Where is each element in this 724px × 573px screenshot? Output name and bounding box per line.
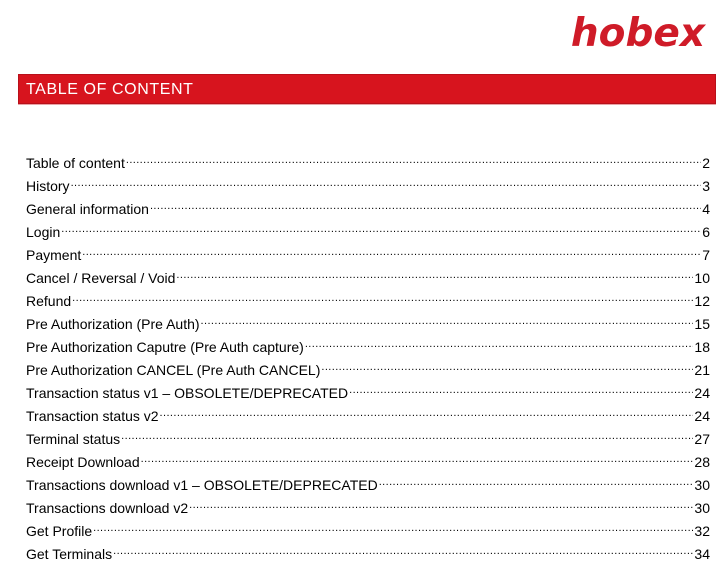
toc-entry[interactable] [26, 217, 710, 240]
toc-dot-leader [176, 263, 693, 283]
toc-entry-label: Get Profile [26, 523, 93, 539]
toc-entry-label: Pre Authorization CANCEL (Pre Auth CANCEL) [26, 362, 321, 378]
toc-entry-label: Receipt Download [26, 454, 140, 470]
toc-entry-page: 32 [694, 523, 710, 539]
toc-entry-label: Get Terminals [26, 546, 113, 562]
toc-entry[interactable] [26, 309, 710, 332]
toc-entry[interactable] [26, 378, 710, 401]
toc-entry-label: Refund [26, 293, 72, 309]
toc-entry-page: 15 [694, 316, 710, 332]
toc-dot-leader [93, 516, 693, 536]
toc-dot-leader [141, 447, 694, 467]
toc-dot-leader [113, 539, 693, 559]
toc-entry-page: 28 [694, 454, 710, 470]
toc-dot-leader [160, 401, 694, 421]
toc-entry[interactable] [26, 148, 710, 171]
toc-entry-label: Payment [26, 247, 82, 263]
toc-entry[interactable] [26, 240, 710, 263]
toc-dot-leader [201, 309, 694, 329]
toc-entry-label: Cancel / Reversal / Void [26, 270, 176, 286]
toc-entry-label: History [26, 178, 70, 194]
toc-dot-leader [71, 171, 701, 191]
toc-entry-page: 18 [694, 339, 710, 355]
toc-entry-label: Transactions download v1 – OBSOLETE/DEPRECATED [26, 477, 378, 493]
toc-entry-label: Transactions download v2 [26, 500, 189, 516]
toc-dot-leader [82, 240, 701, 260]
toc-entry-page: 34 [694, 546, 710, 562]
hobex-logo: hobex [570, 11, 705, 56]
toc-entry[interactable] [26, 447, 710, 470]
toc-entry-page: 30 [694, 500, 710, 516]
toc-dot-leader [379, 470, 694, 490]
toc-entry-page: 3 [702, 178, 710, 194]
toc-dot-leader [121, 424, 693, 444]
toc-entry-page: 6 [702, 224, 710, 240]
toc-dot-leader [72, 286, 693, 306]
toc-entry[interactable] [26, 194, 710, 217]
toc-entry-label: Pre Authorization Caputre (Pre Auth capture) [26, 339, 304, 355]
toc-entry[interactable] [26, 424, 710, 447]
toc-dot-leader [321, 355, 693, 375]
toc-entry-label: Terminal status [26, 431, 121, 447]
toc-entry-page: 2 [702, 155, 710, 171]
toc-entry-label: Login [26, 224, 61, 240]
toc-entry-page: 10 [694, 270, 710, 286]
toc-dot-leader [61, 217, 701, 237]
toc-entry-page: 4 [702, 201, 710, 217]
toc-entry-page: 21 [694, 362, 710, 378]
toc-entry[interactable] [26, 332, 710, 355]
toc-dot-leader [189, 493, 693, 513]
toc-dot-leader [305, 332, 694, 352]
toc-dot-leader [150, 194, 701, 214]
toc-entry-page: 24 [694, 385, 710, 401]
toc-entry-label: General information [26, 201, 149, 217]
toc-entry[interactable] [26, 263, 710, 286]
toc-entry[interactable] [26, 516, 710, 539]
toc-entry-label: Transaction status v2 [26, 408, 159, 424]
toc-entry-label: Transaction status v1 – OBSOLETE/DEPRECATED [26, 385, 349, 401]
toc-entry[interactable] [26, 539, 710, 562]
toc-entry-label: Pre Authorization (Pre Auth) [26, 316, 200, 332]
toc-entry[interactable] [26, 493, 710, 516]
toc-entry[interactable] [26, 355, 710, 378]
toc-dot-leader [126, 148, 701, 168]
section-banner [18, 74, 716, 104]
section-title: TABLE OF CONTENT [26, 81, 194, 98]
toc-entry-page: 7 [702, 247, 710, 263]
toc-entry[interactable] [26, 286, 710, 309]
toc-dot-leader [349, 378, 693, 398]
toc-entry[interactable] [26, 470, 710, 493]
table-of-contents [26, 148, 710, 562]
toc-entry-page: 27 [694, 431, 710, 447]
toc-entry-page: 30 [694, 477, 710, 493]
toc-entry-page: 12 [694, 293, 710, 309]
toc-entry[interactable] [26, 171, 710, 194]
toc-entry[interactable] [26, 401, 710, 424]
toc-entry-label: Table of content [26, 155, 125, 171]
toc-entry-page: 24 [694, 408, 710, 424]
